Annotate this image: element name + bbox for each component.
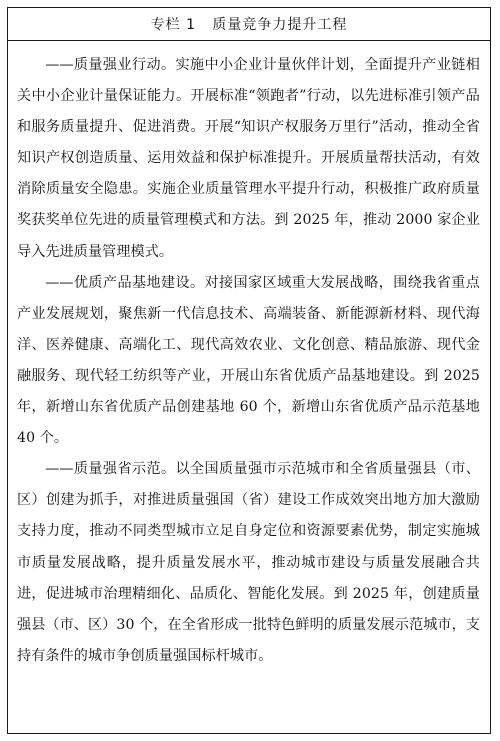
paragraph-quality-product-base: ——优质产品基地建设。对接国家区域重大发展战略，围绕我省重点产业发展规划，聚焦新一代信息技术、高端装备、新能源新材料、现代海洋、医养健康、高端化工、现代高效农业、文化创意、精品旅游、现代金融服务、现代轻工纺织等产业，开展山东省优质产品基地建设。到 2025 年，新增山东省优质产品创建基地 60 个，新增山东省优质产品示范基地 40 个。 [17, 274, 480, 447]
paragraph-quality-industry: ——质量强业行动。实施中小企业计量伙伴计划，全面提升产业链相关中小企业计量保证能力。开展标准“领跑者”行动，以先进标准引领产品和服务质量提升、促进消费。开展“知识产权服务万里行”活动，推动全省知识产权创造质量、运用效益和保护标准提升。开展质量帮扶活动，有效消除质量安全隐患。实施企业质量管理水平提升行动，积极推广政府质量奖获奖单位先进的质量管理模式和方法。到 2025 年，推动 2000 家企业导入先进质量管理模式。 [17, 57, 480, 260]
column-content [8, 41, 490, 672]
column-label: 专栏 1 [150, 17, 196, 33]
column-title-bar [8, 8, 490, 41]
paragraph-quality-province-demo: ——质量强省示范。以全国质量强市示范城市和全省质量强县（市、区）创建为抓手，对推进质量强国（省）建设工作成效突出地方加大激励支持力度，推动不同类型城市立足自身定位和资源要素优势，制定实施城市质量发展战略，提升质量发展水平，推动城市建设与质量发展融合共进，促进城市治理精细化、品质化、智能化发展。到 2025 年，创建质量强县（市、区）30 个，在全省形成一批特色鲜明的质量发展示范城市，支持有条件的城市争创质量强国标杆城市。 [17, 461, 480, 664]
column-title-gap [196, 16, 212, 32]
column-box [7, 7, 491, 734]
column-title: 质量竞争力提升工程 [212, 17, 348, 33]
